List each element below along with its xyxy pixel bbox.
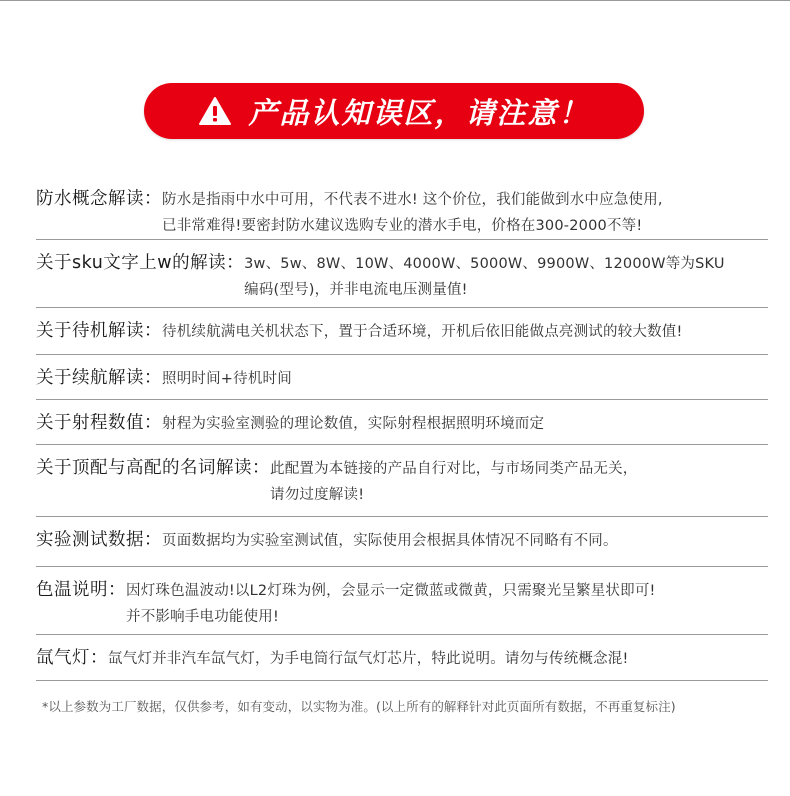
item-text: 防水是指雨中水中可用，不代表不进水! 这个价位，我们能做到水中应急使用, 已非常难得!要密封防水建议选购专业的潜水手电，价格在300-2000不等! [162,192,663,234]
item-text: 氙气灯并非汽车氙气灯，为手电筒行氙气灯芯片，特此说明。请勿与传统概念混! [108,651,629,667]
item-text: 照明时间+待机时间 [162,371,292,387]
item-text: 因灯珠色温波动!以L2灯珠为例，会显示一定微蓝或微黄，只需聚光呈繁星状即可! 并不影响手电功能使用! [126,583,656,625]
item-text: 页面数据均为实验室测试值，实际使用会根据具体情况不同略有不同。 [162,533,618,549]
list-item [36,308,768,355]
item-label: 氙气灯： [36,648,108,668]
banner-title: 产品认知误区，请注意！ [248,95,590,130]
list-item [36,517,768,567]
warning-banner [144,83,644,139]
top-divider [0,0,790,1]
item-label: 关于射程数值： [36,413,162,433]
item-label: 关于sku文字上w的解读： [36,253,245,273]
item-text: 3w、5w、8W、10W、4000W、5000W、9900W、12000W等为SKU 编码(型号)，并非电流电压测量值! [244,256,725,298]
item-label: 关于待机解读： [36,321,162,341]
item-label: 色温说明： [36,580,126,600]
list-item [36,176,768,240]
item-text: 射程为实验室测验的理论数值，实际射程根据照明环境而定 [162,416,545,432]
item-label: 关于续航解读： [36,368,162,388]
item-text: 此配置为本链接的产品自行对比，与市场同类产品无关， 请勿过度解读! [270,461,638,503]
item-label: 实验测试数据： [36,530,162,550]
list-item [36,635,768,681]
list-item [36,445,768,517]
explanation-list [36,176,768,681]
warning-icon [198,96,232,126]
footnote: *以上参数为工厂数据，仅供参考，如有变动，以实物为准。(以上所有的解释针对此页面所有数据，不再重复标注) [42,699,676,714]
item-text: 待机续航满电关机状态下，置于合适环境，开机后依旧能做点亮测试的较大数值! [162,324,683,340]
list-item [36,240,768,308]
list-item [36,400,768,445]
item-label: 防水概念解读： [36,189,162,209]
item-label: 关于顶配与高配的名词解读： [36,458,270,478]
list-item [36,567,768,635]
list-item [36,355,768,400]
